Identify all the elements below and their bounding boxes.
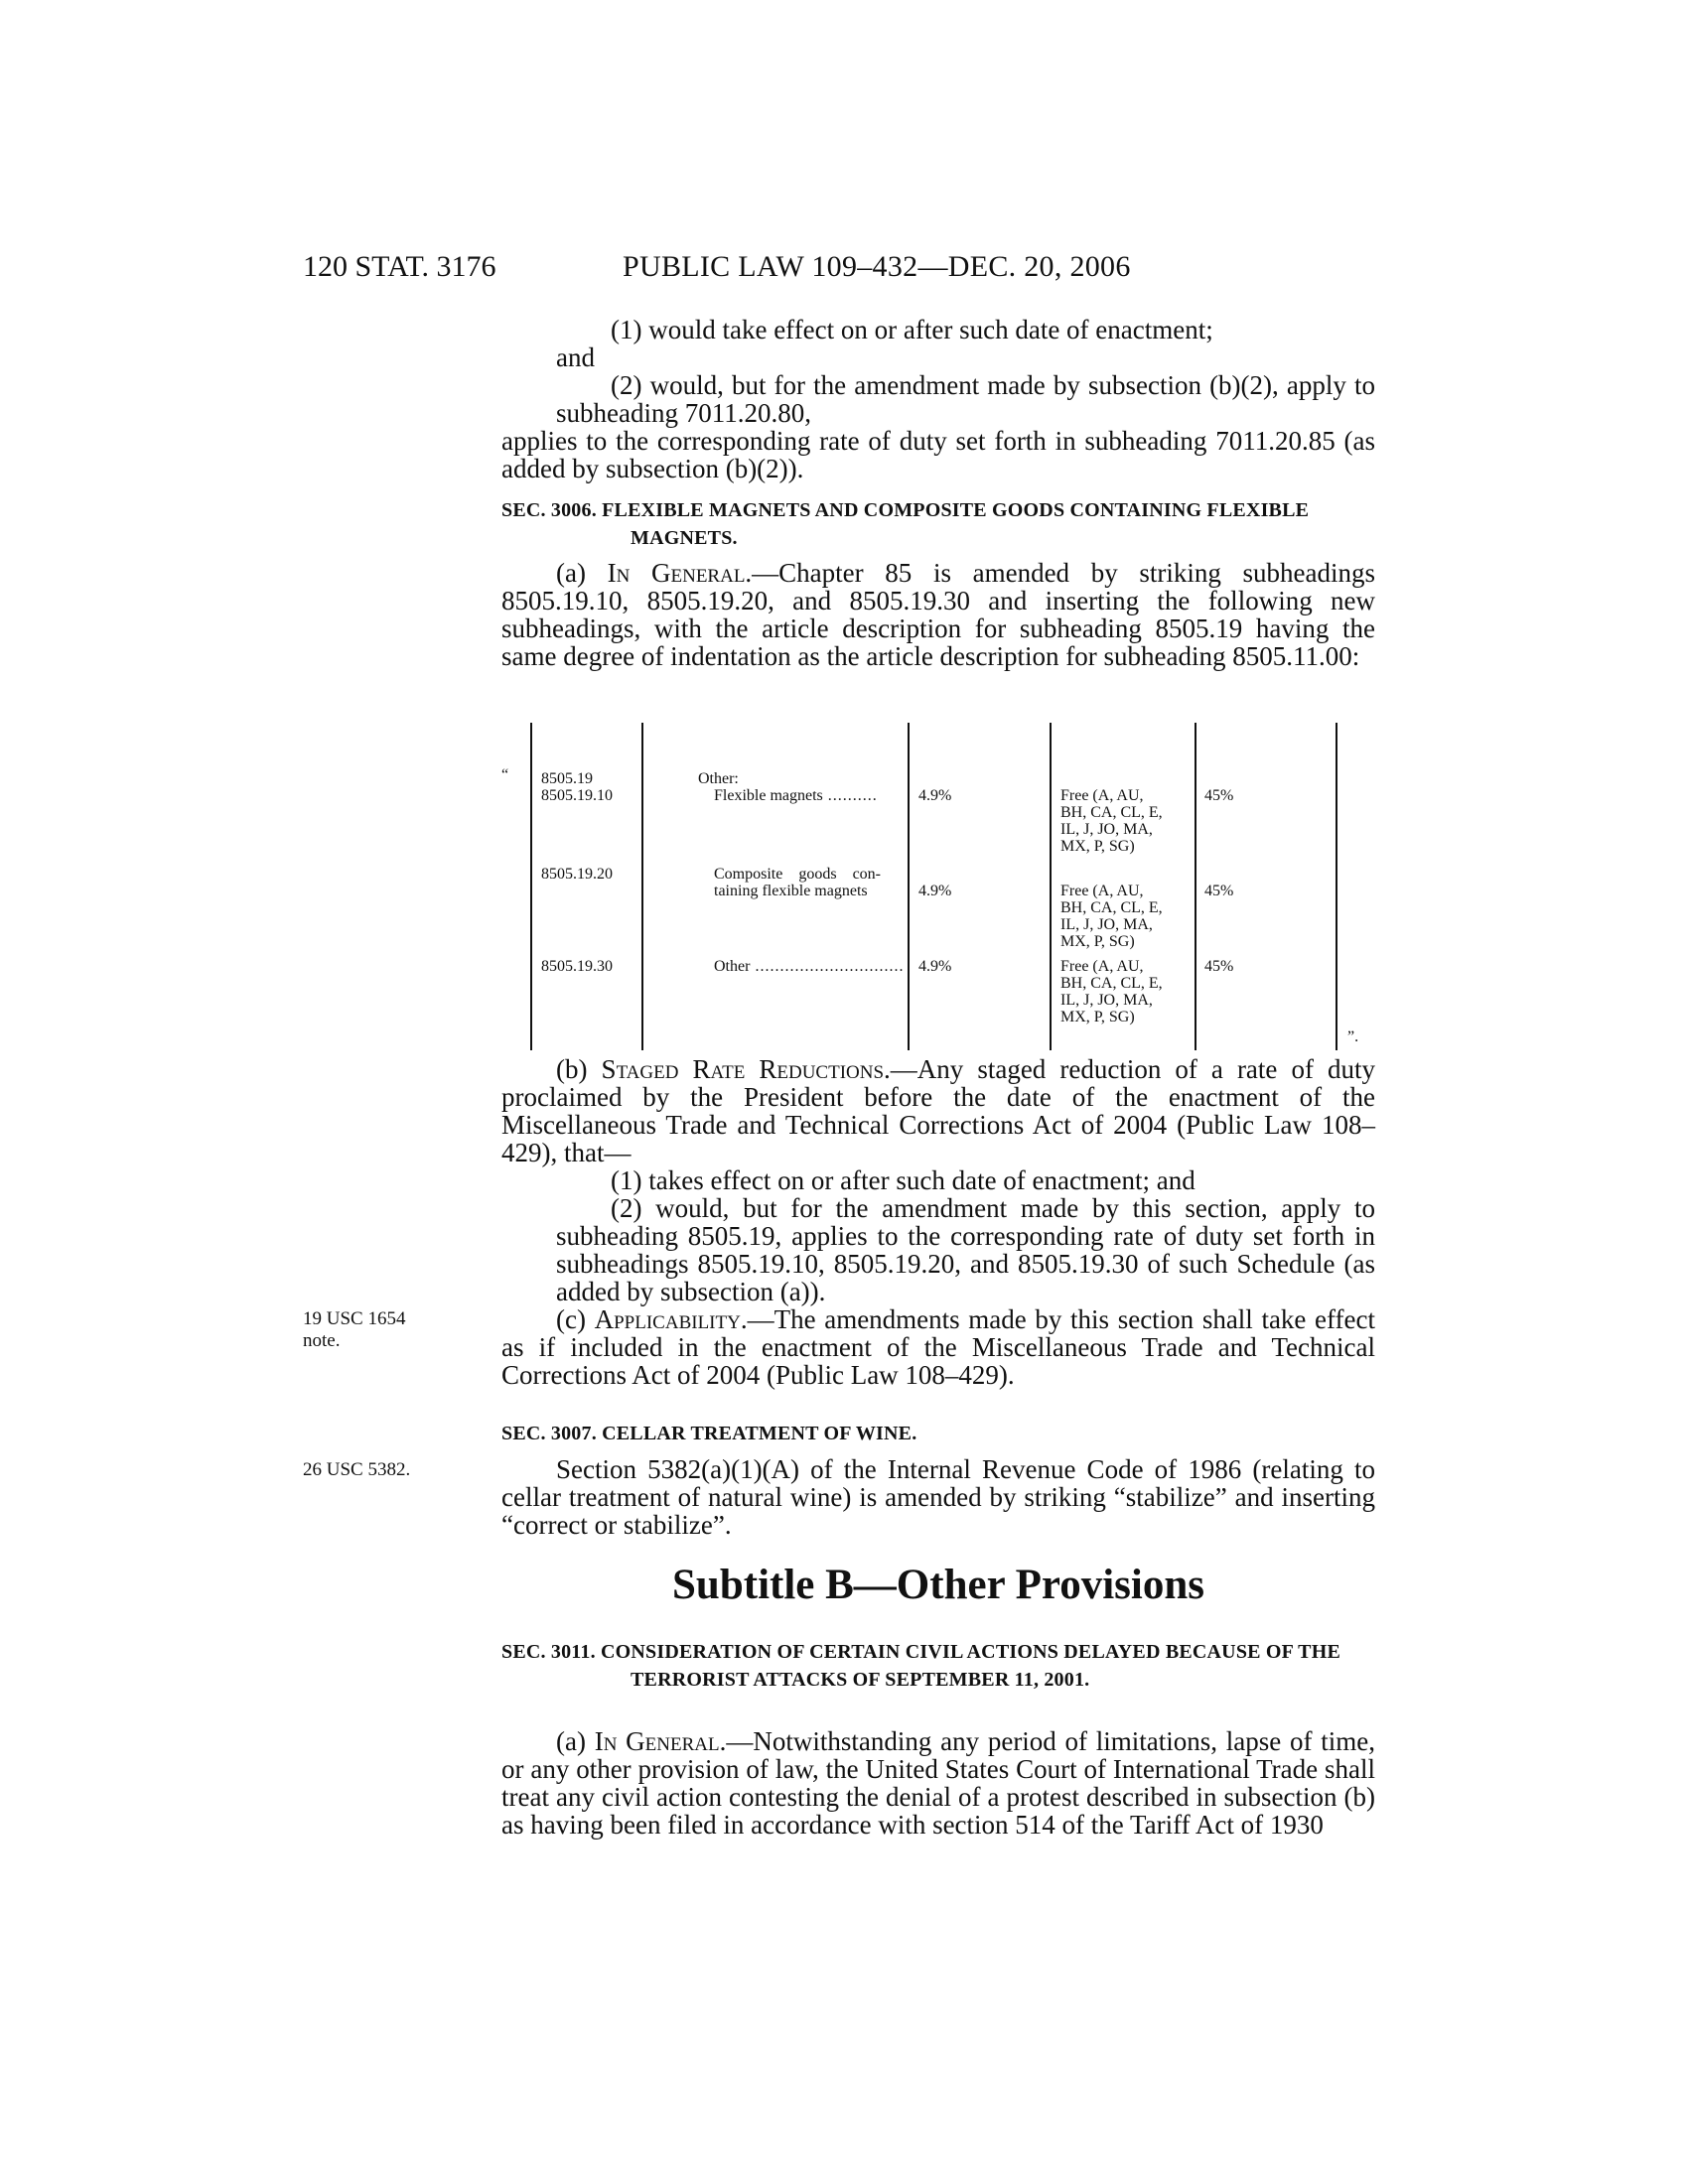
margin-citation: 19 USC 1654 note. (303, 1308, 406, 1351)
table-row-code: 8505.19.30 (541, 958, 613, 975)
open-quote: “ (501, 766, 509, 783)
paragraph: (1) takes effect on or after such date of enactment; and (611, 1165, 1196, 1195)
section-heading: SEC. 3006. FLEXIBLE MAGNETS AND COMPOSITE GOODS CONTAINING FLEXIBLE MAGNETS. (501, 499, 1310, 549)
section-3006 (501, 496, 1375, 552)
paragraph: (b) Staged Rate Reductions.—Any staged reduction of a rate of duty proclaimed by the President before the date of the enactment of the Miscellaneous Trade and Technical Corrections Act of 2004 (Public Law 108–429), that— (501, 1054, 1375, 1167)
subsection-a (501, 559, 1375, 670)
paragraph: and (556, 342, 595, 372)
table-rule (641, 723, 643, 1050)
subsection-b (501, 1055, 1375, 1389)
paragraph: (c) Applicability.—The amendments made by this section shall take effect as if included in the enactment of the Miscellaneous Trade and Technical Corrections Act of 2004 (Public Law 108–429). (501, 1304, 1375, 1390)
table-row-general-rate: 4.9% (918, 958, 952, 975)
table-rule (1336, 723, 1337, 1050)
paragraph: (a) In General.—Notwithstanding any period of limitations, lapse of time, or any other provision of law, the United States Court of International Trade shall treat any civil action contesting the denial of a protest described in subsection (b) as having been filed in accordance with section 514 of the Tariff Act of 1930 (501, 1726, 1375, 1840)
heading-desc: Other: (698, 770, 739, 787)
table-rule (1050, 723, 1052, 1050)
section-3007 (501, 1420, 1375, 1447)
table-row-desc: Other .............................. (714, 958, 905, 975)
table-row-code: 8505.19.10 (541, 787, 613, 804)
section-heading: SEC. 3007. CELLAR TREATMENT OF WINE. (501, 1423, 917, 1444)
table-row-col2-rate: 45% (1204, 787, 1234, 804)
table-row-special-rate: Free (A, AU, BH, CA, CL, E, IL, J, JO, MA, MX, P, SG) (1060, 787, 1163, 855)
tariff-table (501, 723, 1375, 1052)
table-row-desc: Flexible magnets .......... (714, 787, 878, 804)
table-row-code: 8505.19.20 (541, 866, 613, 883)
table-row-special-rate: Free (A, AU, BH, CA, CL, E, IL, J, JO, MA, MX, P, SG) (1060, 958, 1163, 1025)
paragraph: (2) would, but for the amendment made by this section, apply to subheading 8505.19, applies to the corresponding rate of duty set forth in subheadings 8505.19.10, 8505.19.20, and 8505.19.30 of such Schedule (as added by subsection (a)). (556, 1193, 1375, 1306)
section-heading: SEC. 3011. CONSIDERATION OF CERTAIN CIVIL ACTIONS DELAYED BECAUSE OF THE TERRORIST ATTACKS OF SEPTEMBER 11, 2001. (501, 1641, 1340, 1691)
table-row-desc: Composite goods con- taining flexible magnets (714, 866, 881, 899)
table-row-general-rate: 4.9% (918, 883, 952, 899)
paragraph: (a) In General.—Chapter 85 is amended by striking subheadings 8505.19.10, 8505.19.20, and 8505.19.30 and inserting the following new subheadings, with the article description for subheading 8505.19 having the same degree of indentation as the article description for subheading 8505.11.00: (501, 558, 1375, 671)
table-row-col2-rate: 45% (1204, 958, 1234, 975)
subtitle-block (501, 1561, 1375, 1610)
table-rule (908, 723, 910, 1050)
paragraph: Section 5382(a)(1)(A) of the Internal Revenue Code of 1986 (relating to cellar treatment of natural wine) is amended by striking “stabilize” and inserting “correct or stabilize”. (501, 1454, 1375, 1540)
heading-code: 8505.19 (541, 770, 593, 787)
table-row-col2-rate: 45% (1204, 883, 1234, 899)
subtitle-heading: Subtitle B—Other Provisions (672, 1562, 1204, 1608)
table-rule (1195, 723, 1196, 1050)
section-3011 (501, 1638, 1375, 1694)
table-row-special-rate: Free (A, AU, BH, CA, CL, E, IL, J, JO, MA, MX, P, SG) (1060, 883, 1163, 950)
page-title: PUBLIC LAW 109–432—DEC. 20, 2006 (623, 250, 1131, 283)
page-number: 120 STAT. 3176 (303, 250, 496, 283)
table-row-general-rate: 4.9% (918, 787, 952, 804)
section-3011-a (501, 1727, 1375, 1839)
section-3007-body (501, 1455, 1375, 1539)
close-quote: ”. (1347, 1028, 1359, 1045)
paragraph: applies to the corresponding rate of duty set forth in subheading 7011.20.85 (as added by subsection (b)(2)). (501, 426, 1375, 483)
table-rule (530, 723, 532, 1050)
paragraph: (2) would, but for the amendment made by subsection (b)(2), apply to subheading 7011.20.80, (556, 370, 1375, 428)
paragraph: (1) would take effect on or after such date of enactment; (611, 315, 1213, 344)
continuation-block (501, 316, 1375, 482)
margin-citation: 26 USC 5382. (303, 1459, 411, 1480)
